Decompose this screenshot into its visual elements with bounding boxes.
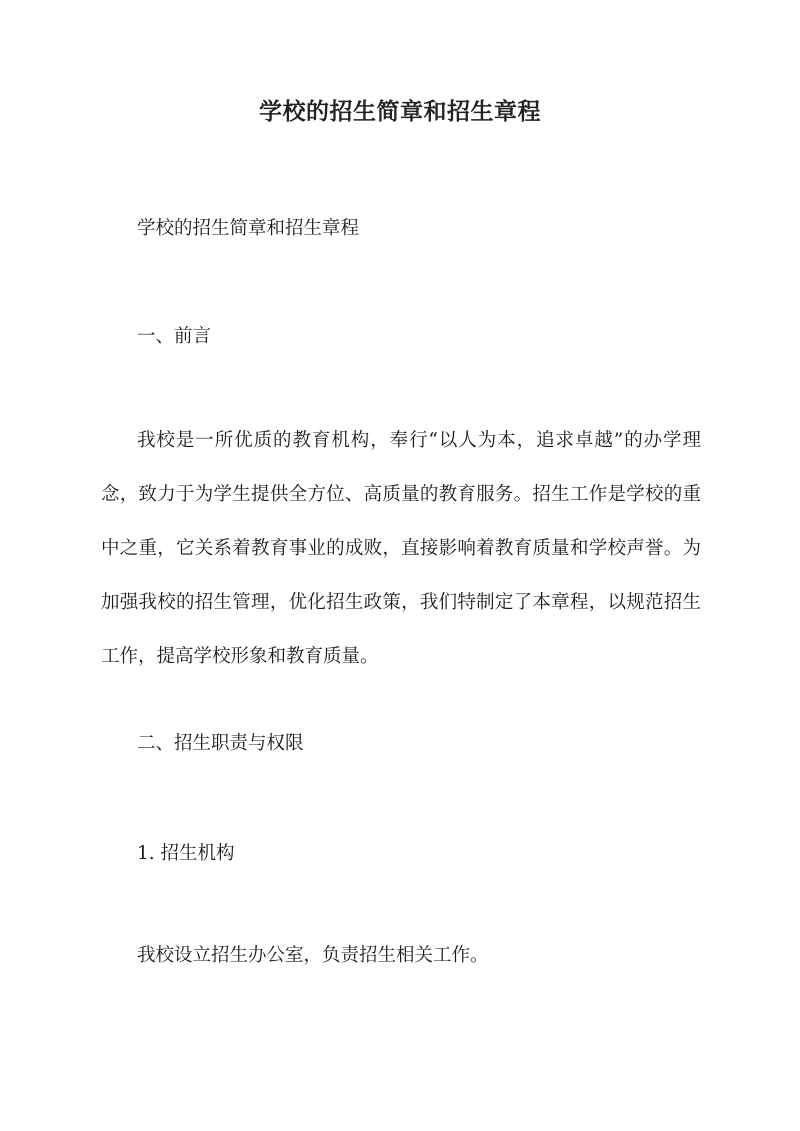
- subsection-heading-admissions-office: 1. 招生机构: [137, 843, 235, 864]
- section-body-preface: 我校是一所优质的教育机构，奉行“以人为本，追求卓越”的办学理念，致力于为学生提供全方位、高质量的教育服务。招生工作是学校的重中之重，它关系着教育事业的成败，直接影响着教育质量和学校声誉。为加强我校的招生管理，优化招生政策，我们特制定了本章程，以规范招生工作，提高学校形象和教育质量。: [101, 430, 701, 667]
- section-heading-responsibilities: 二、招生职责与权限: [137, 733, 304, 754]
- section-heading-preface: 一、前言: [137, 326, 212, 347]
- document-title: 学校的招生简章和招生章程: [259, 98, 541, 125]
- document-subtitle: 学校的招生简章和招生章程: [137, 218, 360, 239]
- subsection-body-admissions-office: 我校设立招生办公室，负责招生相关工作。: [137, 945, 489, 966]
